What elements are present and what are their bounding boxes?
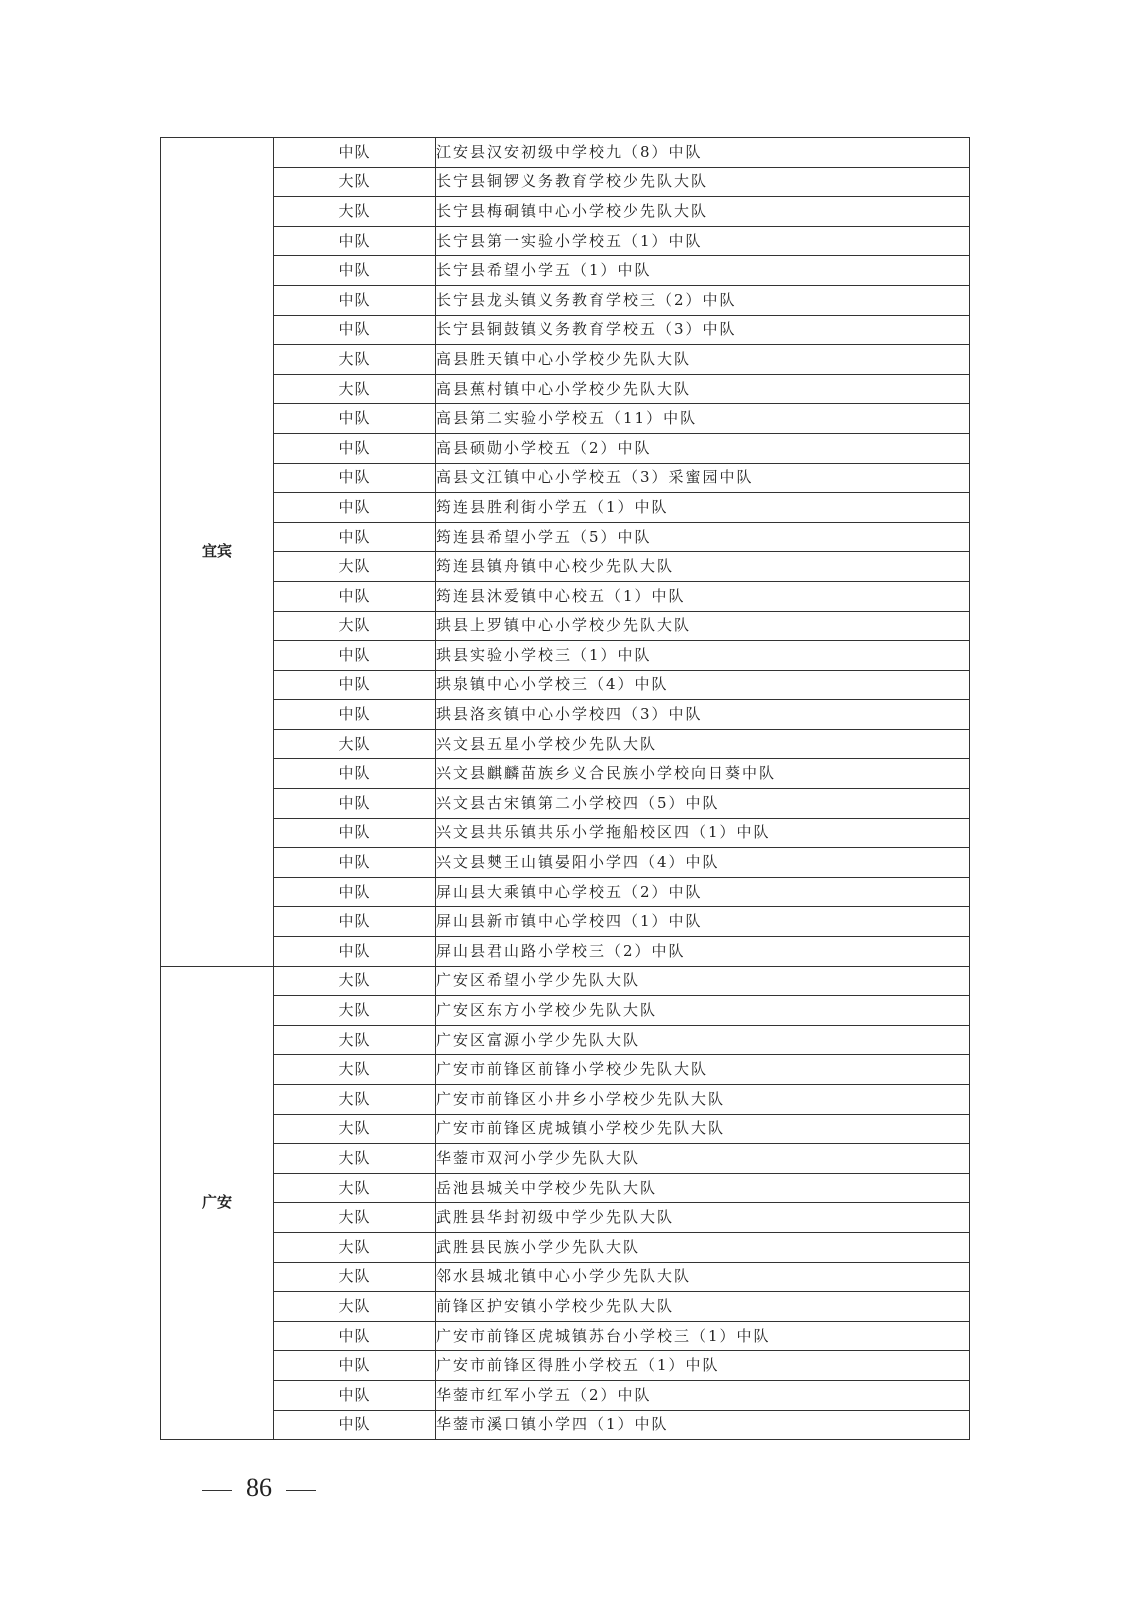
unit-type-cell: 大队 [274,197,436,227]
unit-name-cell: 华蓥市红军小学五（2）中队 [436,1380,970,1410]
unit-type-cell: 中队 [274,1321,436,1351]
table-row [161,1025,970,1055]
unit-type-cell: 大队 [274,1114,436,1144]
table-row [161,1321,970,1351]
unit-type-cell: 大队 [274,1085,436,1115]
unit-type-cell: 中队 [274,789,436,819]
unit-type-cell: 中队 [274,1410,436,1440]
unit-name-cell: 广安市前锋区得胜小学校五（1）中队 [436,1351,970,1381]
table-row [161,670,970,700]
unit-type-cell: 中队 [274,285,436,315]
table-row [161,138,970,168]
table-row [161,374,970,404]
table-row [161,966,970,996]
table-row [161,226,970,256]
table-row [161,1292,970,1322]
table-row [161,404,970,434]
page-footer [188,1473,330,1503]
unit-type-cell: 中队 [274,493,436,523]
unit-type-cell: 大队 [274,1173,436,1203]
unit-name-cell: 筠连县镇舟镇中心校少先队大队 [436,552,970,582]
table-row [161,996,970,1026]
unit-name-cell: 华蓥市溪口镇小学四（1）中队 [436,1410,970,1440]
table-row [161,167,970,197]
unit-name-cell: 岳池县城关中学校少先队大队 [436,1173,970,1203]
table-row [161,1410,970,1440]
unit-type-cell: 中队 [274,1351,436,1381]
unit-type-cell: 中队 [274,700,436,730]
unit-name-cell: 兴文县麒麟苗族乡义合民族小学校向日葵中队 [436,759,970,789]
table-row [161,937,970,967]
table-row [161,1144,970,1174]
unit-type-cell: 大队 [274,1055,436,1085]
unit-type-cell: 中队 [274,670,436,700]
unit-type-cell: 大队 [274,1144,436,1174]
unit-type-cell: 中队 [274,818,436,848]
unit-type-cell: 中队 [274,315,436,345]
unit-name-cell: 高县第二实验小学校五（11）中队 [436,404,970,434]
unit-name-cell: 筠连县希望小学五（5）中队 [436,522,970,552]
table-row [161,463,970,493]
unit-type-cell: 中队 [274,1380,436,1410]
unit-type-cell: 中队 [274,848,436,878]
unit-type-cell: 中队 [274,463,436,493]
table-row [161,1114,970,1144]
footer-dash-left [202,1490,232,1491]
unit-name-cell: 长宁县龙头镇义务教育学校三（2）中队 [436,285,970,315]
table-row [161,345,970,375]
table-row [161,611,970,641]
unit-name-cell: 珙县实验小学校三（1）中队 [436,641,970,671]
table-row [161,1262,970,1292]
unit-name-cell: 广安市前锋区虎城镇苏台小学校三（1）中队 [436,1321,970,1351]
unit-type-cell: 大队 [274,1203,436,1233]
table-row [161,789,970,819]
unit-type-cell: 中队 [274,759,436,789]
table-row [161,285,970,315]
table-row [161,1351,970,1381]
unit-name-cell: 兴文县五星小学校少先队大队 [436,729,970,759]
unit-name-cell: 江安县汉安初级中学校九（8）中队 [436,138,970,168]
unit-name-cell: 屏山县大乘镇中心学校五（2）中队 [436,877,970,907]
table-row [161,877,970,907]
unit-type-cell: 大队 [274,1292,436,1322]
unit-name-cell: 珙泉镇中心小学校三（4）中队 [436,670,970,700]
unit-name-cell: 兴文县共乐镇共乐小学拖船校区四（1）中队 [436,818,970,848]
unit-name-cell: 武胜县华封初级中学少先队大队 [436,1203,970,1233]
unit-type-cell: 大队 [274,1025,436,1055]
table-row [161,907,970,937]
unit-name-cell: 长宁县梅硐镇中心小学校少先队大队 [436,197,970,227]
unit-type-cell: 中队 [274,937,436,967]
unit-type-cell: 大队 [274,729,436,759]
table-row [161,729,970,759]
table-row [161,552,970,582]
unit-name-cell: 屏山县新市镇中心学校四（1）中队 [436,907,970,937]
roster-table [160,137,970,1440]
table-row [161,1380,970,1410]
unit-type-cell: 大队 [274,552,436,582]
unit-name-cell: 高县胜天镇中心小学校少先队大队 [436,345,970,375]
unit-type-cell: 大队 [274,611,436,641]
table-row [161,315,970,345]
unit-type-cell: 大队 [274,1232,436,1262]
unit-name-cell: 珙县上罗镇中心小学校少先队大队 [436,611,970,641]
unit-name-cell: 高县硕勋小学校五（2）中队 [436,433,970,463]
city-cell: 广安 [161,966,274,1440]
unit-name-cell: 兴文县僰王山镇晏阳小学四（4）中队 [436,848,970,878]
table-row [161,493,970,523]
unit-name-cell: 广安区富源小学少先队大队 [436,1025,970,1055]
unit-type-cell: 中队 [274,877,436,907]
table-row [161,1232,970,1262]
unit-type-cell: 大队 [274,996,436,1026]
table-row [161,1085,970,1115]
unit-type-cell: 中队 [274,256,436,286]
unit-type-cell: 中队 [274,641,436,671]
unit-name-cell: 兴文县古宋镇第二小学校四（5）中队 [436,789,970,819]
table-row [161,581,970,611]
unit-name-cell: 高县蕉村镇中心小学校少先队大队 [436,374,970,404]
unit-name-cell: 前锋区护安镇小学校少先队大队 [436,1292,970,1322]
unit-type-cell: 中队 [274,522,436,552]
table-row [161,641,970,671]
table-row [161,433,970,463]
unit-name-cell: 长宁县希望小学五（1）中队 [436,256,970,286]
unit-name-cell: 筠连县胜利街小学五（1）中队 [436,493,970,523]
table-row [161,256,970,286]
table-row [161,1055,970,1085]
unit-type-cell: 大队 [274,345,436,375]
unit-name-cell: 长宁县铜锣义务教育学校少先队大队 [436,167,970,197]
unit-name-cell: 广安区希望小学少先队大队 [436,966,970,996]
unit-type-cell: 大队 [274,1262,436,1292]
unit-name-cell: 华蓥市双河小学少先队大队 [436,1144,970,1174]
unit-name-cell: 屏山县君山路小学校三（2）中队 [436,937,970,967]
unit-type-cell: 中队 [274,226,436,256]
unit-name-cell: 广安市前锋区前锋小学校少先队大队 [436,1055,970,1085]
unit-type-cell: 大队 [274,374,436,404]
table-row [161,197,970,227]
unit-name-cell: 邻水县城北镇中心小学少先队大队 [436,1262,970,1292]
unit-name-cell: 长宁县铜鼓镇义务教育学校五（3）中队 [436,315,970,345]
unit-name-cell: 武胜县民族小学少先队大队 [436,1232,970,1262]
unit-name-cell: 广安市前锋区虎城镇小学校少先队大队 [436,1114,970,1144]
table-row [161,522,970,552]
footer-dash-right [286,1490,316,1491]
table-row [161,848,970,878]
unit-name-cell: 广安区东方小学校少先队大队 [436,996,970,1026]
unit-name-cell: 高县文江镇中心小学校五（3）采蜜园中队 [436,463,970,493]
unit-name-cell: 广安市前锋区小井乡小学校少先队大队 [436,1085,970,1115]
table-row [161,1203,970,1233]
table-row [161,818,970,848]
unit-type-cell: 中队 [274,907,436,937]
unit-name-cell: 筠连县沐爱镇中心校五（1）中队 [436,581,970,611]
table-row [161,700,970,730]
page-number: 86 [246,1473,272,1502]
unit-type-cell: 大队 [274,966,436,996]
city-cell: 宜宾 [161,138,274,967]
unit-type-cell: 中队 [274,581,436,611]
table-row [161,759,970,789]
unit-name-cell: 长宁县第一实验小学校五（1）中队 [436,226,970,256]
unit-type-cell: 中队 [274,138,436,168]
unit-type-cell: 中队 [274,404,436,434]
unit-name-cell: 珙县洛亥镇中心小学校四（3）中队 [436,700,970,730]
unit-type-cell: 中队 [274,433,436,463]
unit-type-cell: 大队 [274,167,436,197]
roster-body [161,138,970,1440]
table-row [161,1173,970,1203]
